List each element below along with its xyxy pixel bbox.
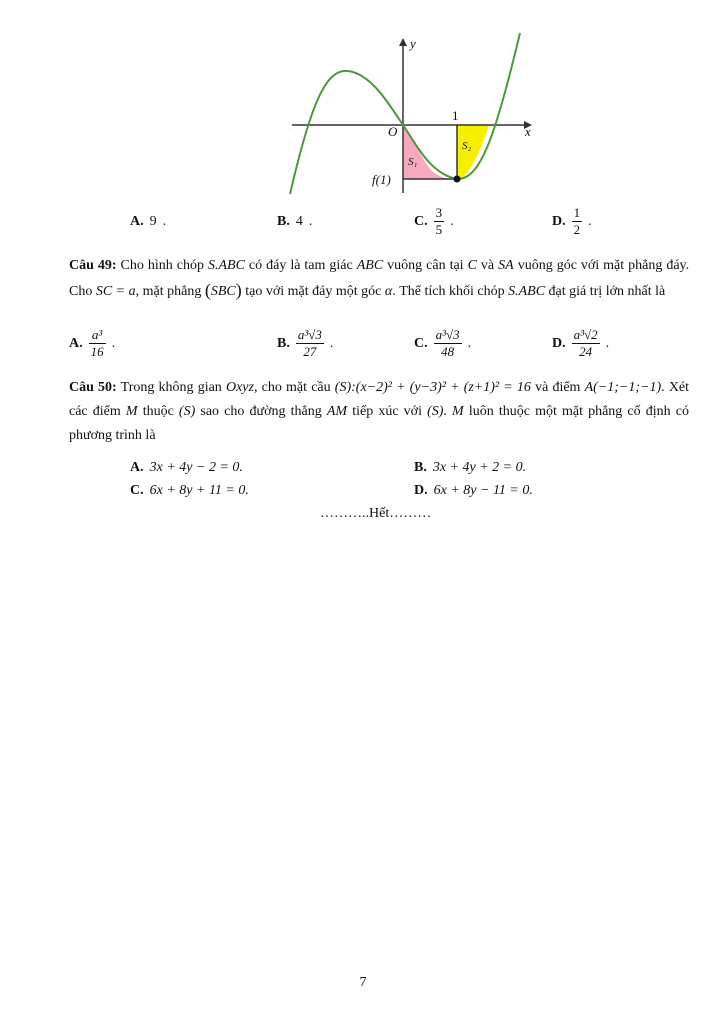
fraction: $\frac{\text{a³√3}}{48}$	[435, 327, 460, 359]
s1-label: S₁	[408, 156, 418, 168]
option-value: 6x + 8y − 11 = 0.	[433, 483, 533, 498]
q48-option-b[interactable]: B. 4 .	[277, 214, 313, 229]
option-value: 3x + 4y − 2 = 0.	[149, 460, 243, 475]
tick-one-label: 1	[452, 108, 459, 123]
fraction: $\frac{\text{a³√3}}{27}$	[297, 327, 322, 359]
q50-option-a[interactable]: A. 3x + 4y − 2 = 0.	[130, 460, 243, 475]
q48-option-c[interactable]: C. $\frac{3}{5}$ .	[414, 205, 454, 237]
q48-option-d[interactable]: D. $\frac{1}{2}$ .	[552, 205, 592, 237]
fraction: $\frac{1}{2}$	[573, 205, 581, 237]
q50-option-c[interactable]: C. 6x + 8y + 11 = 0.	[130, 483, 249, 498]
page-number: 7	[359, 975, 367, 990]
q49-option-d[interactable]: D. $\frac{\text{a³√2}}{24}$ .	[552, 327, 610, 359]
y-axis-label: y	[410, 36, 416, 51]
option-value: 4	[295, 214, 303, 229]
q49-option-b[interactable]: B. $\frac{\text{a³√3}}{27}$ .	[277, 327, 334, 359]
y-axis-arrow	[399, 38, 407, 46]
option-value: 6x + 8y + 11 = 0.	[149, 483, 249, 498]
q50-option-d[interactable]: D. 6x + 8y − 11 = 0.	[414, 483, 533, 498]
option-label: B.	[277, 214, 290, 229]
option-label: C.	[414, 213, 428, 229]
s2-label: S₂	[462, 140, 472, 152]
end-marker: ………..Hết………	[320, 506, 432, 521]
option-label: D.	[552, 213, 566, 229]
q49-text: Câu 49: Cho hình chóp S.ABC có đáy là tam giác ABC vuông cân tại C và SA vuông góc với mặt phẳng đáy. Cho SC = a, mặt phẳng (SBC) tạo với mặt đáy một góc α. Thể tích khối chóp S.ABC đạt giá trị lớn nhất là	[69, 258, 690, 300]
fraction: $\frac{\text{a³√2}}{24}$	[573, 327, 598, 359]
option-label: A.	[130, 214, 144, 229]
q50-option-b[interactable]: B. 3x + 4y + 2 = 0.	[414, 460, 527, 475]
q49-option-a[interactable]: A. $\frac{\text{a³}}{16}$ .	[69, 327, 116, 359]
q48-option-a[interactable]: A. 9 .	[130, 214, 167, 229]
f1-label: f(1)	[372, 172, 391, 187]
q50-text: Câu 50: Trong không gian Oxyz, cho mặt cầu (S):(x−2)² + (y−3)² + (z+1)² = 16 và điểm A(−1;−1;−1). Xét các điểm M thuộc (S) sao cho đường thẳng AM tiếp xúc với (S). M luôn thuộc một mặt phẳng cố định có phương trình là	[69, 380, 690, 443]
q49-option-c[interactable]: C. $\frac{\text{a³√3}}{48}$ .	[414, 327, 472, 359]
origin-label: O	[388, 124, 398, 139]
s1-region	[403, 125, 457, 179]
x-axis-label: x	[525, 124, 531, 139]
option-value: 3x + 4y + 2 = 0.	[432, 460, 527, 475]
fraction: $\frac{\text{a³}}{16}$	[90, 327, 104, 359]
function-graph	[280, 28, 540, 198]
fraction: $\frac{3}{5}$	[435, 205, 443, 237]
point-1-f1	[454, 176, 461, 183]
option-value: 9	[149, 214, 157, 229]
